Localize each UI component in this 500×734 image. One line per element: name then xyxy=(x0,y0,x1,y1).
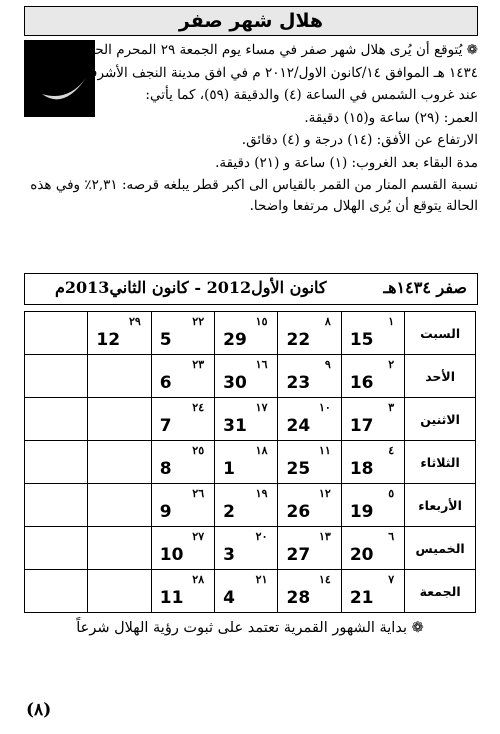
hijri-date: ١٥ xyxy=(255,315,268,328)
hijri-date: ٢٢ xyxy=(192,315,205,328)
calendar-cell xyxy=(151,398,214,441)
gregorian-date: 22 xyxy=(286,330,311,350)
calendar-row xyxy=(25,398,476,441)
hijri-date: ١١ xyxy=(319,444,331,457)
hijri-date: ١٦ xyxy=(255,358,268,371)
calendar-cell xyxy=(88,527,151,570)
gregorian-date: 26 xyxy=(286,502,311,522)
hijri-date: ١٨ xyxy=(255,444,268,457)
calendar-cell xyxy=(25,441,88,484)
calendar-cell xyxy=(25,527,88,570)
footnote: ❁ بداية الشهور القمرية تعتمد على ثبوت رؤية الهلال شرعاً xyxy=(76,620,424,636)
calendar-cell xyxy=(25,570,88,613)
gregorian-date: 21 xyxy=(349,588,374,608)
calendar-cell xyxy=(88,312,151,355)
calendar-cell xyxy=(25,312,88,355)
illumination-line: نسبة القسم المنار من القمر بالقياس الى اكبر قطر يبلغه قرصه: ٢,٣١٪ وفي هذه الحالة يتوقع أن يُرى الهلال مرتفعا واضحا. xyxy=(30,177,478,214)
gregorian-date: 29 xyxy=(223,330,247,350)
gregorian-date: 11 xyxy=(159,588,184,608)
calendar-row xyxy=(25,441,476,484)
calendar-cell xyxy=(215,527,278,570)
gregorian-date: 4 xyxy=(223,588,235,608)
gregorian-date: 7 xyxy=(159,416,172,436)
calendar-cell xyxy=(151,570,214,613)
hijri-date: ٨ xyxy=(324,315,331,328)
calendar-cell xyxy=(341,441,404,484)
calendar-cell xyxy=(151,312,214,355)
gregorian-date: 6 xyxy=(159,373,172,393)
gregorian-date: 17 xyxy=(349,416,374,436)
calendar-cell xyxy=(278,570,341,613)
gregorian-date: 9 xyxy=(159,502,172,522)
hijri-date: ١٣ xyxy=(319,530,331,543)
page-title: هلال شهر صفر xyxy=(178,10,324,32)
calendar-cell xyxy=(88,355,151,398)
calendar-cell xyxy=(278,355,341,398)
hijri-date: ٣ xyxy=(388,401,395,414)
calendar-cell xyxy=(341,398,404,441)
weekday-label: السبت xyxy=(405,312,476,355)
gregorian-date: 19 xyxy=(349,502,374,522)
calendar-cell xyxy=(25,398,88,441)
altitude-line: الارتفاع عن الأفق: (١٤) درجة و (٤) دقائق. xyxy=(241,132,478,148)
calendar-cell xyxy=(25,355,88,398)
calendar-cell xyxy=(278,441,341,484)
weekday-label: الاثنين xyxy=(405,398,476,441)
calendar-cell xyxy=(151,484,214,527)
hijri-date: ١٠ xyxy=(319,401,331,414)
intro-text xyxy=(26,40,478,218)
hijri-date: ٢٩ xyxy=(128,315,141,328)
hijri-date: ٢٣ xyxy=(192,358,205,371)
duration-line: مدة البقاء بعد الغروب: (١) ساعة و (٢١) دقيقة. xyxy=(215,154,478,171)
gregorian-date: 24 xyxy=(286,416,311,436)
calendar-cell xyxy=(341,355,404,398)
gregorian-date: 5 xyxy=(159,330,172,350)
calendar-cell xyxy=(215,570,278,613)
intro-line: ❁ يُتوقع أن يُرى هلال شهر صفر في مساء يوم الجمعة ٢٩ المحرم الحرام xyxy=(75,42,478,58)
calendar-cell xyxy=(215,441,278,484)
gregorian-date: 30 xyxy=(223,373,247,393)
calendar-row xyxy=(25,355,476,398)
hijri-date: ٢٠ xyxy=(255,530,268,543)
weekday-label: الجمعة xyxy=(405,570,476,613)
hijri-date: ١٢ xyxy=(319,487,331,500)
hijri-date: ١٧ xyxy=(255,401,268,414)
calendar-cell xyxy=(151,441,214,484)
calendar-cell xyxy=(341,527,404,570)
hijri-date: ١ xyxy=(388,315,395,328)
weekday-label: الأربعاء xyxy=(405,484,476,527)
gregorian-date: 23 xyxy=(286,373,311,393)
calendar-cell xyxy=(88,441,151,484)
page-number: (٨) xyxy=(26,700,52,720)
hijri-date: ٦ xyxy=(388,530,395,543)
calendar-cell xyxy=(215,484,278,527)
calendar-row xyxy=(25,312,476,355)
calendar-cell xyxy=(25,484,88,527)
weekday-label: الثلاثاء xyxy=(405,441,476,484)
gregorian-date: 2 xyxy=(223,502,235,522)
calendar-table xyxy=(24,311,476,613)
hijri-date: ٢٦ xyxy=(192,487,205,500)
calendar-cell xyxy=(341,570,404,613)
calendar-row xyxy=(25,527,476,570)
weekday-label: الخميس xyxy=(405,527,476,570)
gregorian-date: 8 xyxy=(159,459,172,479)
hijri-date: ٤ xyxy=(388,444,395,457)
intro-line: عند غروب الشمس في الساعة (٤) والدقيقة (٥٩)، كما يأتي: xyxy=(145,87,478,103)
calendar-row xyxy=(25,570,476,613)
hijri-date: ٥ xyxy=(388,487,395,500)
calendar-cell xyxy=(278,527,341,570)
page-title-box xyxy=(24,6,478,36)
calendar-cell xyxy=(215,398,278,441)
gregorian-date: 25 xyxy=(286,459,311,479)
calendar-cell xyxy=(151,355,214,398)
calendar-cell xyxy=(151,527,214,570)
hijri-date: ١٩ xyxy=(255,487,268,500)
gregorian-date: 27 xyxy=(286,545,311,565)
hijri-date: ٢٧ xyxy=(192,530,205,543)
intro-line: ١٤٣٤ هـ الموافق ١٤/كانون الاول/٢٠١٢ م في افق مدينة النجف الأشرف xyxy=(83,64,478,81)
gregorian-date: 3 xyxy=(223,545,235,565)
calendar-cell xyxy=(88,484,151,527)
gregorian-date: 10 xyxy=(159,545,184,565)
calendar-cell xyxy=(278,312,341,355)
calendar-cell xyxy=(278,398,341,441)
gregorian-date: 1 xyxy=(223,459,235,479)
calendar-cell xyxy=(341,312,404,355)
calendar-cell xyxy=(278,484,341,527)
calendar-cell xyxy=(215,355,278,398)
weekday-label: الأحد xyxy=(405,355,476,398)
hijri-date: ٢ xyxy=(388,358,395,371)
gregorian-date: 18 xyxy=(349,459,374,479)
gregorian-date: 12 xyxy=(96,330,121,350)
hijri-date: ٢٥ xyxy=(192,444,205,457)
hijri-date: ٢١ xyxy=(255,573,268,586)
hijri-date: ٩ xyxy=(324,358,331,371)
calendar-header xyxy=(24,273,478,305)
calendar-cell xyxy=(88,398,151,441)
hijri-date: ٢٤ xyxy=(192,401,205,414)
gregorian-date: 31 xyxy=(223,416,247,436)
gregorian-date: 20 xyxy=(349,545,374,565)
calendar-cell xyxy=(88,570,151,613)
gregorian-date: 15 xyxy=(349,330,374,350)
calendar-cell xyxy=(215,312,278,355)
hijri-date: ١٤ xyxy=(319,573,331,586)
gregorian-date: 28 xyxy=(286,588,311,608)
hijri-date: ٧ xyxy=(388,573,395,586)
hijri-month: صفر ١٤٣٤هـ xyxy=(383,278,467,297)
gregorian-date: 16 xyxy=(349,373,374,393)
calendar-row xyxy=(25,484,476,527)
calendar-cell xyxy=(341,484,404,527)
gregorian-span: كانون الأول2012 - كانون الثاني2013م xyxy=(55,278,327,297)
age-line: العمر: (٢٩) ساعة و(١٥) دقيقة. xyxy=(304,109,478,126)
hijri-date: ٢٨ xyxy=(192,573,205,586)
